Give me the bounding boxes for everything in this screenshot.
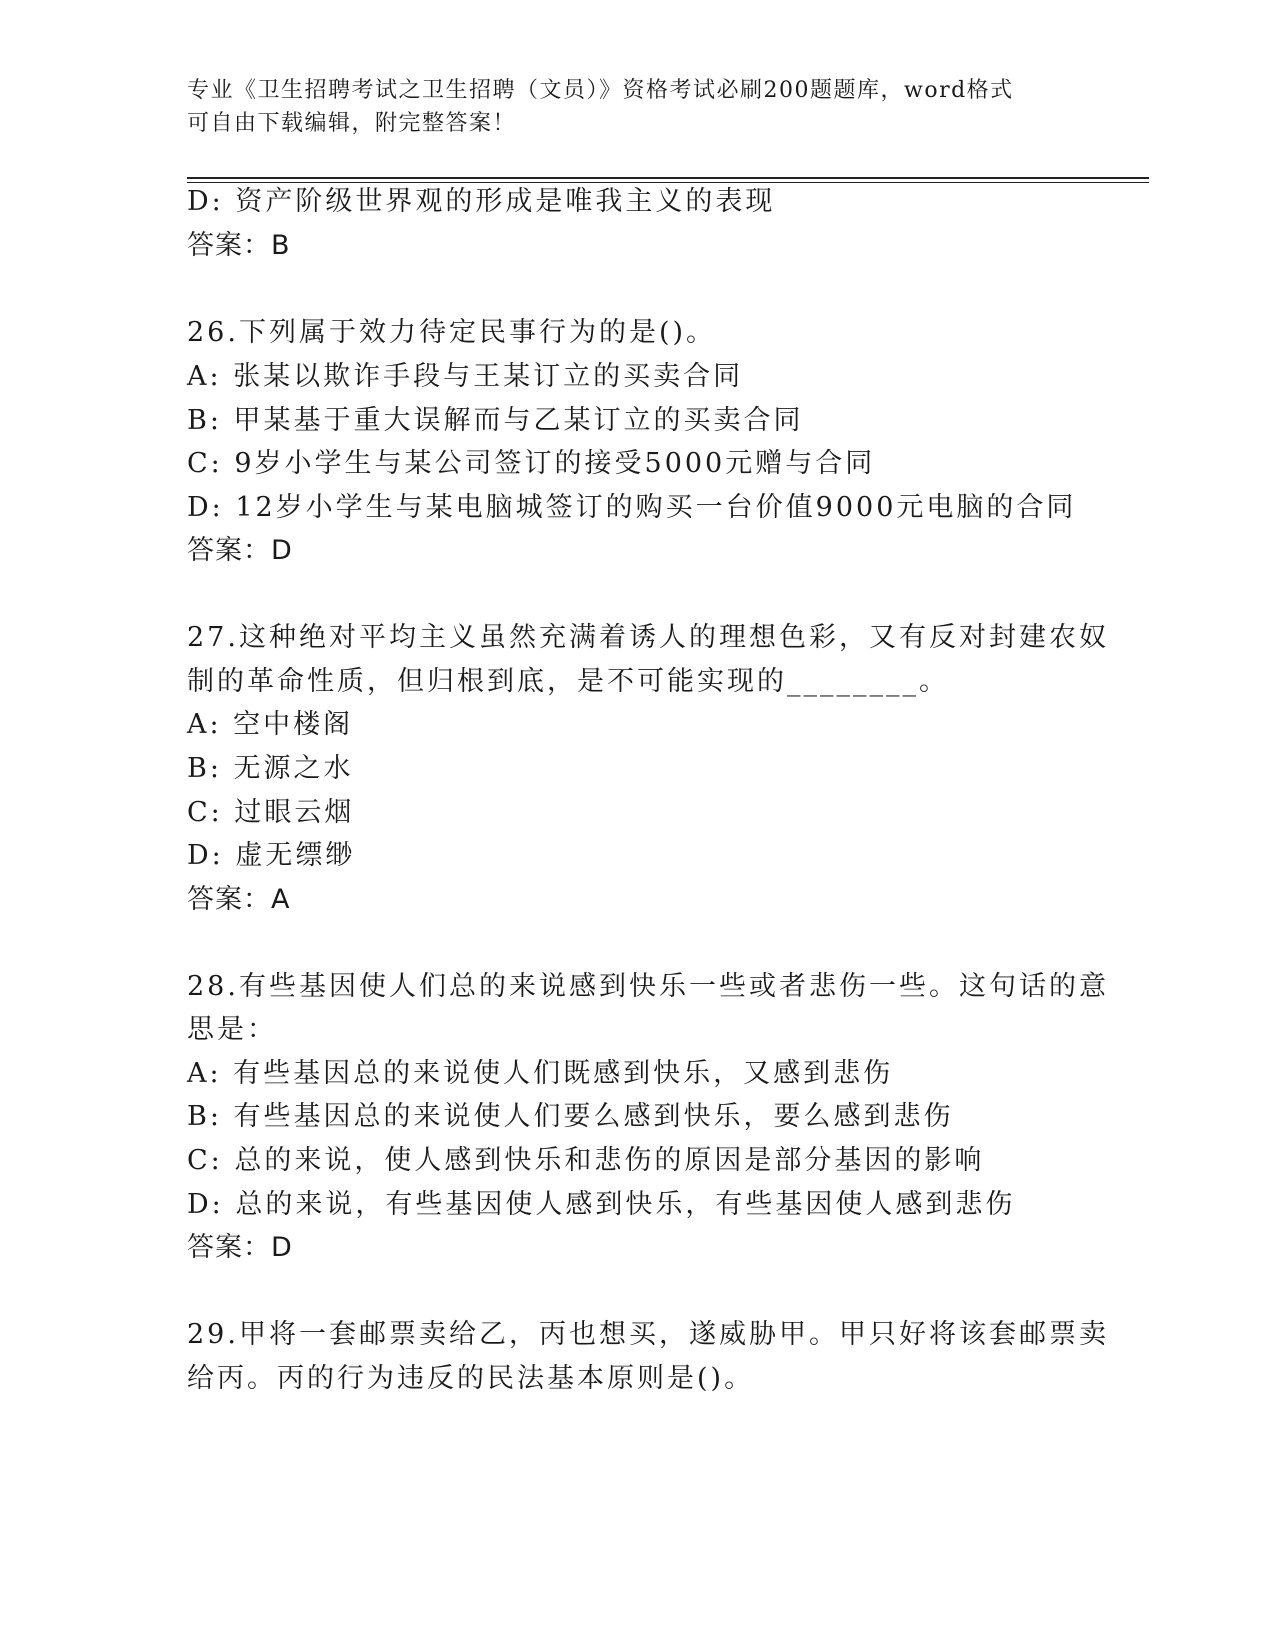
q28-question-line-1: 28.有些基因使人们总的来说感到快乐一些或者悲伤一些。这句话的意 [187,971,1109,1002]
q26-question: 26.下列属于效力待定民事行为的是()。 [187,317,717,348]
header-line-1: 专业《卫生招聘考试之卫生招聘（文员）》资格考试必刷200题题库，word格式 [187,78,1014,103]
header-rule-thin [187,182,1149,183]
q27-option-d: D: 虚无缥缈 [187,840,356,871]
q27-option-b: B: 无源之水 [187,753,354,784]
q29-question-line-2: 给丙。丙的行为违反的民法基本原则是()。 [187,1363,755,1394]
q28-answer: 答案：D [187,1232,293,1263]
q26-option-c: C: 9岁小学生与某公司签订的接受5000元赠与合同 [187,448,876,479]
q28-question-line-2: 思是： [187,1014,277,1045]
document-header [187,74,1067,140]
q29-question-line-1: 29.甲将一套邮票卖给乙，丙也想买，遂威胁甲。甲只好将该套邮票卖 [187,1319,1109,1350]
q25-option-d: D: 资产阶级世界观的形成是唯我主义的表现 [187,186,776,217]
q27-option-c: C: 过眼云烟 [187,797,355,828]
q28-option-c: C: 总的来说，使人感到快乐和悲伤的原因是部分基因的影响 [187,1145,985,1176]
q26-option-b: B: 甲某基于重大误解而与乙某订立的买卖合同 [187,405,804,436]
q27-question-line-1: 27.这种绝对平均主义虽然充满着诱人的理想色彩，又有反对封建农奴 [187,622,1109,653]
q26-option-d: D: 12岁小学生与某电脑城签订的购买一台价值9000元电脑的合同 [187,492,1077,523]
q27-option-a: A: 空中楼阁 [187,709,354,740]
q28-option-d: D: 总的来说，有些基因使人感到快乐，有些基因使人感到悲伤 [187,1189,1016,1220]
q28-option-a: A: 有些基因总的来说使人们既感到快乐，又感到悲伤 [187,1058,894,1089]
q25-answer: 答案：B [187,230,291,261]
q27-question-line-2: 制的革命性质，但归根到底，是不可能实现的________。 [187,666,949,697]
header-line-2: 可自由下载编辑，附完整答案！ [187,111,517,136]
q26-option-a: A: 张某以欺诈手段与王某订立的买卖合同 [187,361,744,392]
q28-option-b: B: 有些基因总的来说使人们要么感到快乐，要么感到悲伤 [187,1101,954,1132]
header-rule-thick [187,177,1149,179]
q27-answer: 答案：A [187,884,291,915]
q26-answer: 答案：D [187,535,293,566]
